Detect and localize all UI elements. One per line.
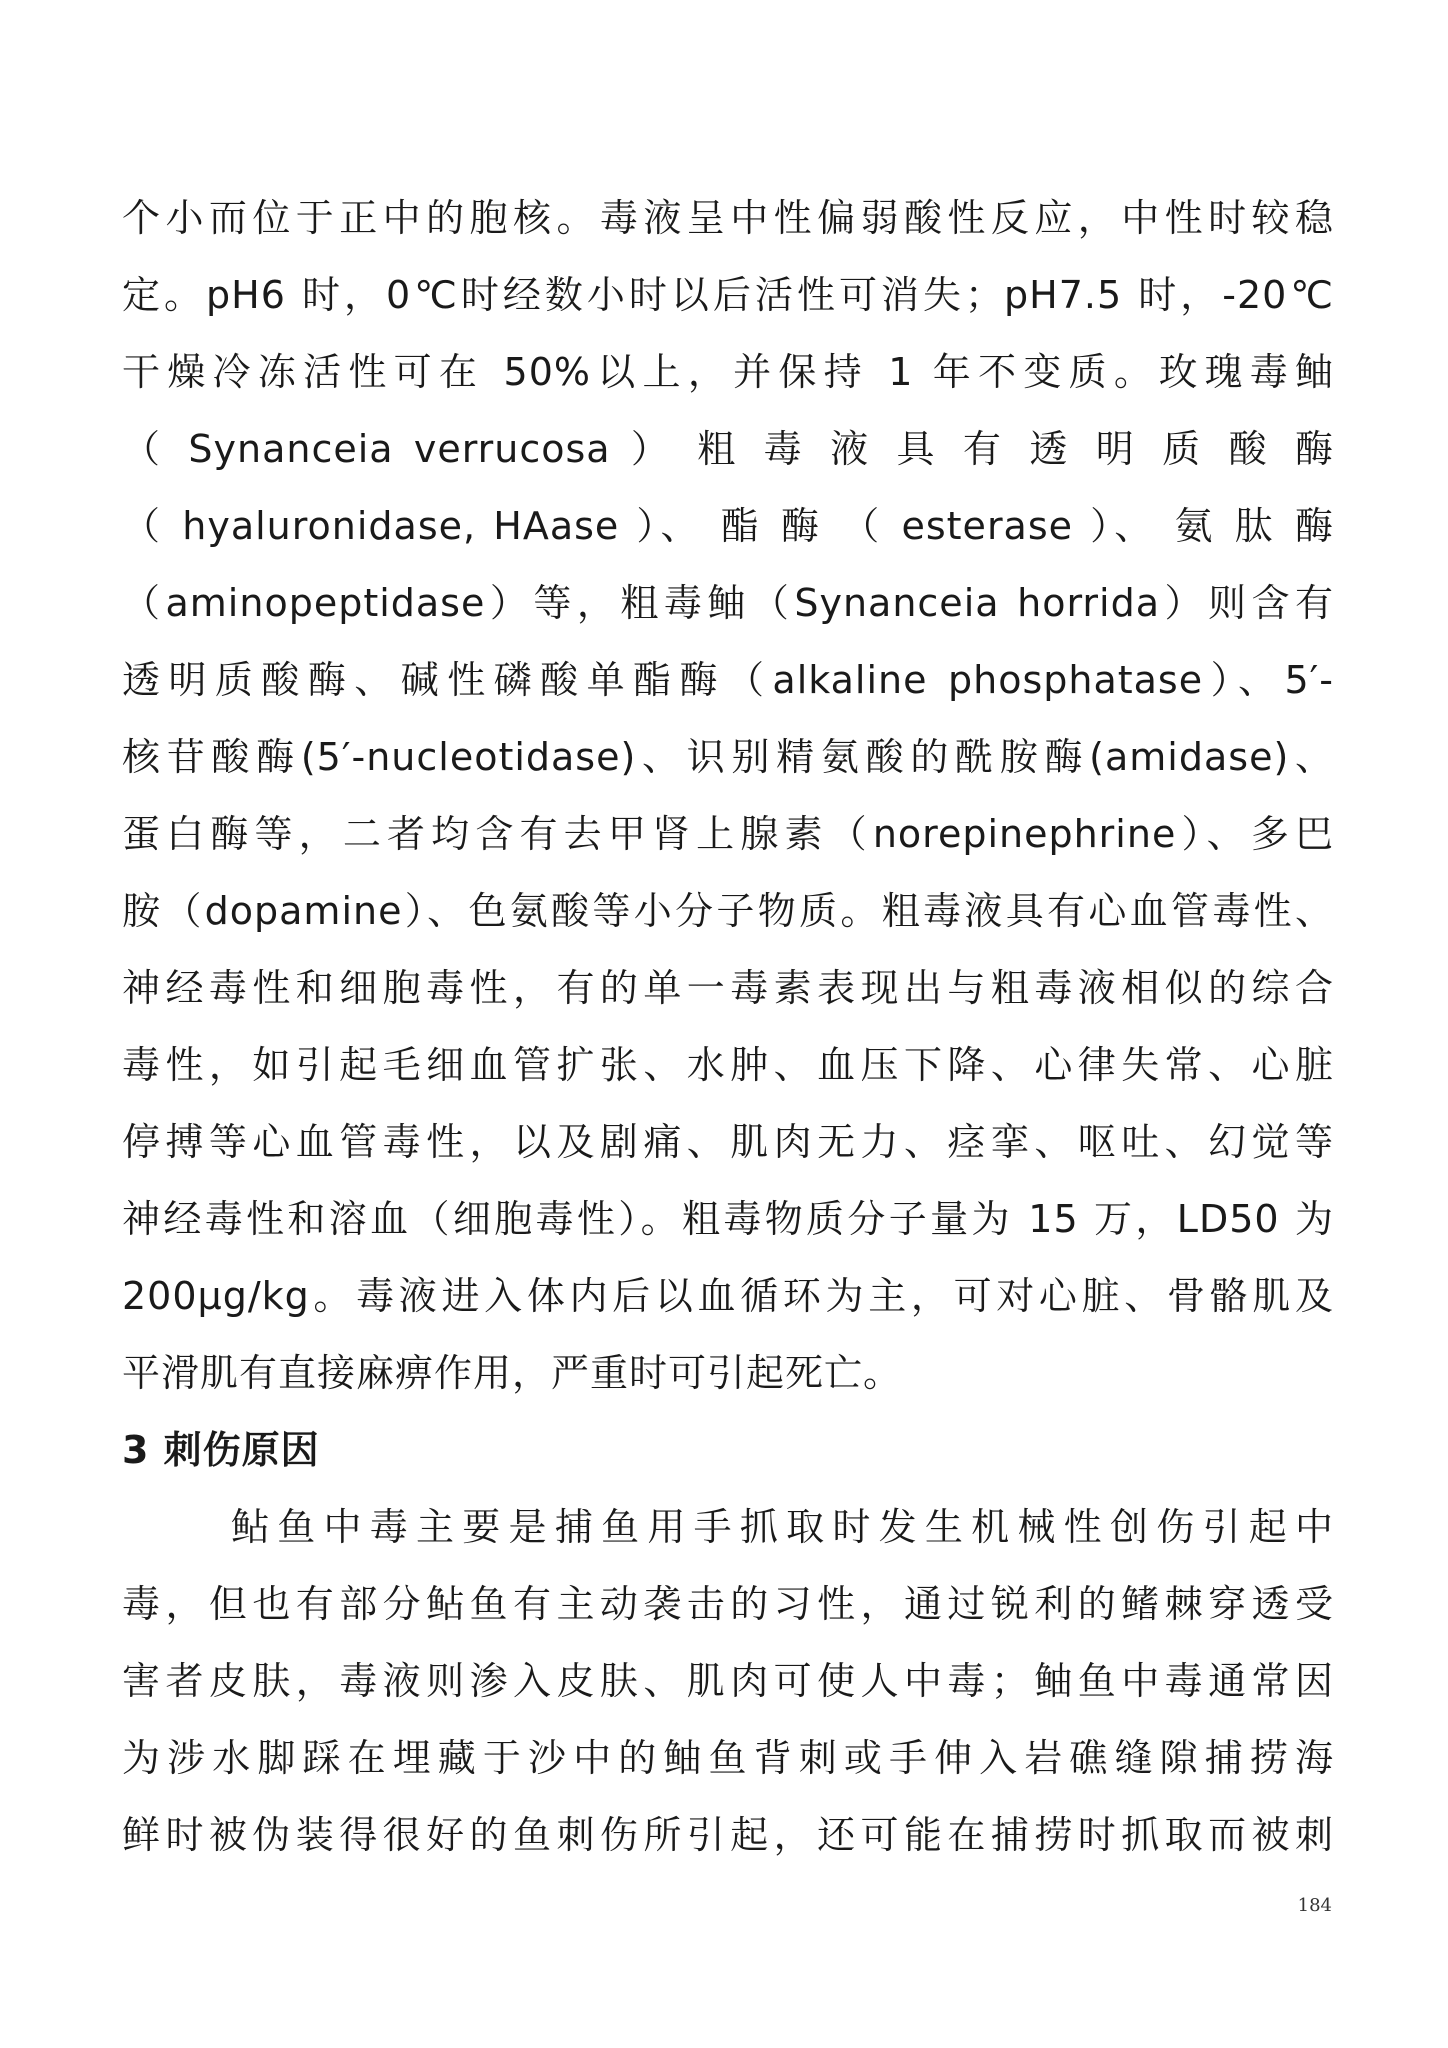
body-line: 干燥冷冻活性可在 50%以上，并保持 1 年不变质。玫瑰毒鲉 (122, 350, 1334, 394)
body-line: 核苷酸酶(5′-nucleotidase)、识别精氨酸的酰胺酶(amidase)、 (122, 735, 1334, 779)
body-line: 神经毒性和溶血（细胞毒性）。粗毒物质分子量为 15 万，LD50 为 (122, 1197, 1334, 1241)
page-body (122, 180, 1334, 1874)
body-line: （aminopeptidase）等，粗毒鲉（Synanceia horrida）则含有 (122, 581, 1334, 625)
section-line: 为涉水脚踩在埋藏于沙中的鲉鱼背刺或手伸入岩礁缝隙捕捞海 (122, 1736, 1334, 1780)
body-line: （ Synanceia verrucosa ） 粗 毒 液 具 有 透 明 质 酸 酶 (122, 427, 1334, 471)
body-line: 定。pH6 时，0℃时经数小时以后活性可消失；pH7.5 时，-20℃ (122, 273, 1334, 317)
body-line: 个小而位于正中的胞核。毒液呈中性偏弱酸性反应，中性时较稳 (122, 196, 1334, 240)
body-line: 神经毒性和细胞毒性，有的单一毒素表现出与粗毒液相似的综合 (122, 966, 1334, 1010)
body-line: 蛋白酶等，二者均含有去甲肾上腺素（norepinephrine）、多巴 (122, 812, 1334, 856)
section-line: 毒，但也有部分鲇鱼有主动袭击的习性，通过锐利的鳍棘穿透受 (122, 1582, 1334, 1626)
body-line: 停搏等心血管毒性，以及剧痛、肌肉无力、痉挛、呕吐、幻觉等 (122, 1120, 1334, 1164)
section-heading: 3 刺伤原因 (122, 1428, 320, 1472)
body-line: 透明质酸酶、碱性磷酸单酯酶（alkaline phosphatase）、5′- (122, 658, 1334, 702)
section-line: 鲜时被伪装得很好的鱼刺伤所引起，还可能在捕捞时抓取而被刺 (122, 1813, 1334, 1857)
body-line: 200μg/kg。毒液进入体内后以血循环为主，可对心脏、骨骼肌及 (122, 1274, 1334, 1318)
section-line-indented: 鲇鱼中毒主要是捕鱼用手抓取时发生机械性创伤引起中 (231, 1505, 1334, 1549)
page-number: 184 (1297, 1895, 1332, 1916)
body-line-last: 平滑肌有直接麻痹作用，严重时可引起死亡。 (122, 1351, 903, 1395)
body-line: 胺（dopamine）、色氨酸等小分子物质。粗毒液具有心血管毒性、 (122, 889, 1334, 933)
body-line: 毒性，如引起毛细血管扩张、水肿、血压下降、心律失常、心脏 (122, 1043, 1334, 1087)
body-line: （ hyaluronidase, HAase ）、 酯 酶 （ esterase ）、 氨 肽 酶 (122, 504, 1334, 548)
section-line: 害者皮肤，毒液则渗入皮肤、肌肉可使人中毒；鲉鱼中毒通常因 (122, 1659, 1334, 1703)
